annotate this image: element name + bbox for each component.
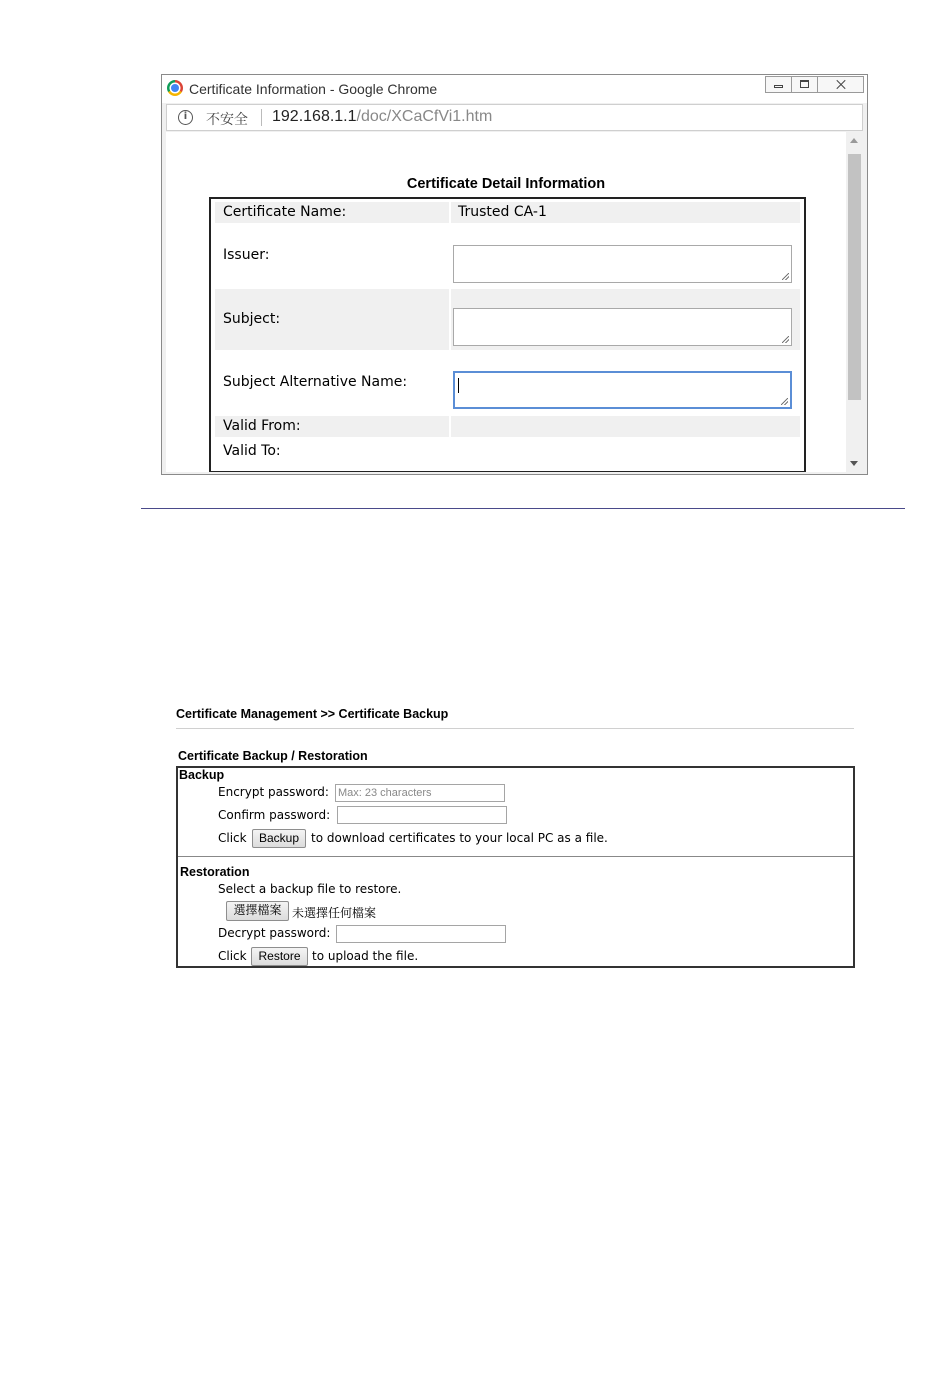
restoration-heading: Restoration xyxy=(180,865,250,879)
maximize-icon[interactable] xyxy=(791,76,818,93)
window-title: Certificate Information - Google Chrome xyxy=(189,81,438,97)
detail-row-name xyxy=(215,202,800,223)
page-divider xyxy=(141,508,905,509)
security-label[interactable]: 不安全 xyxy=(206,112,248,128)
detail-value-cell xyxy=(451,352,800,414)
detail-row-valid-to xyxy=(215,440,800,462)
close-icon[interactable] xyxy=(817,76,864,93)
subject-textarea[interactable] xyxy=(453,308,792,346)
backup-restore-box xyxy=(176,766,855,968)
detail-value-cell xyxy=(451,289,800,350)
restore-description: to upload the file. xyxy=(312,949,419,963)
scroll-thumb[interactable] xyxy=(848,154,861,400)
breadcrumb: Certificate Management >> Certificate Backup xyxy=(176,707,449,721)
url-path: /doc/XCaCfVi1.htm xyxy=(356,108,493,125)
detail-value xyxy=(451,416,800,437)
confirm-password-input[interactable] xyxy=(337,806,507,824)
detail-label: Subject: xyxy=(215,289,449,350)
detail-row-san xyxy=(215,352,800,414)
window-controls xyxy=(766,76,864,93)
detail-row-issuer xyxy=(215,225,800,287)
click-label: Click xyxy=(218,949,247,963)
detail-value: Trusted CA-1 xyxy=(451,202,800,223)
detail-label: Certificate Name: xyxy=(215,202,449,223)
detail-label: Valid From: xyxy=(215,416,449,437)
detail-value-cell xyxy=(451,225,800,287)
detail-label: Valid To: xyxy=(223,443,281,459)
minimize-icon[interactable] xyxy=(765,76,792,93)
address-bar[interactable] xyxy=(166,104,863,131)
detail-row-valid-from xyxy=(215,416,800,437)
info-icon[interactable]: i xyxy=(178,110,193,125)
detail-title: Certificate Detail Information xyxy=(406,176,606,192)
url-text[interactable] xyxy=(272,108,492,126)
detail-row-subject xyxy=(215,289,800,350)
detail-table xyxy=(209,197,806,472)
backup-heading: Backup xyxy=(179,768,225,782)
detail-label: Issuer: xyxy=(223,247,270,263)
subject-alt-name-textarea[interactable] xyxy=(453,371,792,409)
chrome-logo-icon xyxy=(167,80,183,96)
decrypt-password-input[interactable] xyxy=(336,925,506,943)
section-divider xyxy=(178,856,853,857)
detail-label: Subject Alternative Name: xyxy=(223,374,408,390)
text-caret xyxy=(458,378,459,393)
address-separator xyxy=(261,109,262,126)
certificate-info-window xyxy=(161,74,868,475)
window-titlebar[interactable] xyxy=(162,75,867,103)
encrypt-password-input[interactable]: Max: 23 characters xyxy=(335,784,505,802)
page-viewport xyxy=(166,132,863,472)
backup-button[interactable]: Backup xyxy=(252,829,306,848)
scroll-up-icon[interactable] xyxy=(850,138,858,143)
encrypt-password-label: Encrypt password: xyxy=(218,785,329,799)
issuer-textarea[interactable] xyxy=(453,245,792,283)
vertical-scrollbar[interactable] xyxy=(846,132,863,472)
select-file-text: Select a backup file to restore. xyxy=(218,882,402,896)
scroll-down-icon[interactable] xyxy=(850,461,858,466)
detail-value xyxy=(451,440,800,462)
confirm-password-label: Confirm password: xyxy=(218,808,331,822)
restore-button[interactable]: Restore xyxy=(251,947,308,966)
click-label: Click xyxy=(218,831,247,845)
backup-description: to download certificates to your local PC as a file. xyxy=(311,831,608,845)
url-host: 192.168.1.1 xyxy=(272,108,357,125)
decrypt-password-label: Decrypt password: xyxy=(218,926,331,940)
choose-file-button[interactable]: 選擇檔案 xyxy=(226,901,289,921)
section-title: Certificate Backup / Restoration xyxy=(178,749,368,763)
no-file-chosen-text: 未選擇任何檔案 xyxy=(292,906,377,920)
breadcrumb-rule xyxy=(176,728,854,729)
